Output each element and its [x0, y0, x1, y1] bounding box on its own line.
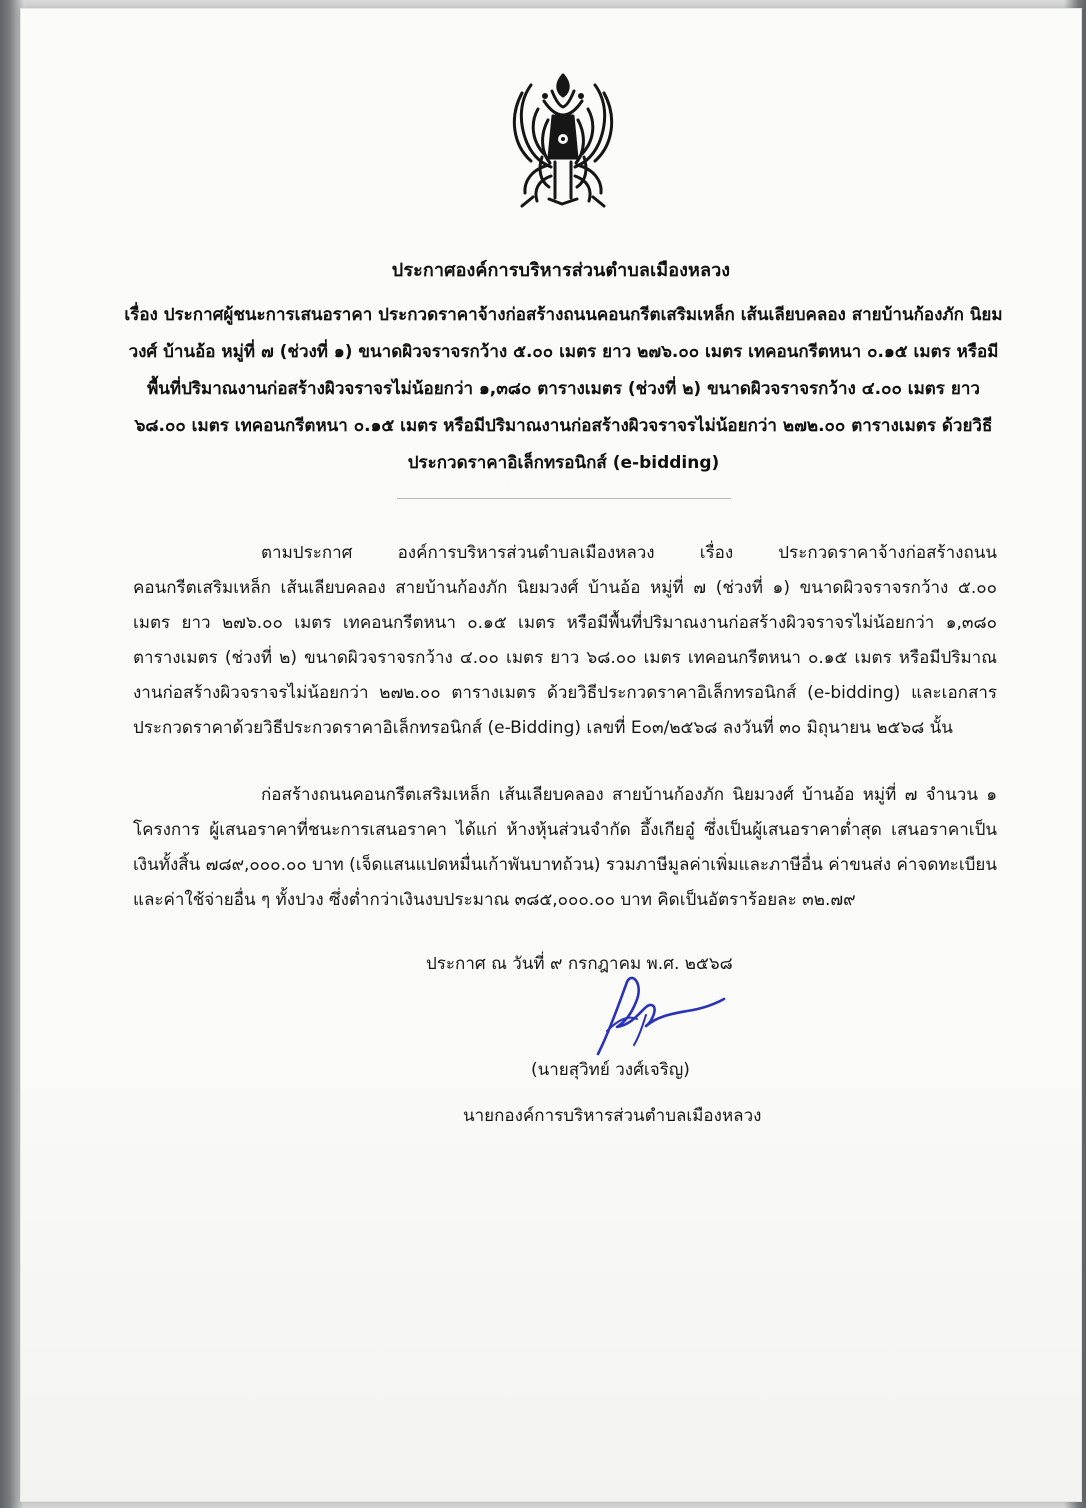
signer-title: นายกองค์การบริหารส่วนตำบลเมืองหลวง — [463, 1106, 762, 1126]
announcement-title: ประกาศองค์การบริหารส่วนตำบลเมืองหลวง — [391, 260, 731, 281]
signer-name: (นายสุวิทย์ วงศ์เจริญ) — [531, 1060, 690, 1080]
handwritten-signature-icon — [576, 974, 726, 1059]
announcement-date: ประกาศ ณ วันที่ ๙ กรกฎาคม พ.ศ. ๒๕๖๘ — [426, 954, 733, 974]
winning-bid-paragraph: ก่อสร้างถนนคอนกรีตเสริมเหล็ก เส้นเลียบคลอง สายบ้านก้องภัก นิยมวงศ์ บ้านอ้อ หมู่ที่ ๗ จำนวน ๑ โครงการ ผู้เสนอราคาที่ชนะการเสนอราคา ได้แก่ ห้างหุ้นส่วนจำกัด อึ้งเกียอู๋ ซึ่งเป็นผู้เสนอราคาต่ำสุด เสนอราคาเป็นเงินทั้งสิ้น ๗๘๙,๐๐๐.๐๐ บาท (เจ็ดแสนแปดหมื่นเก้าพันบาทถ้วน) รวมภาษีมูลค่าเพิ่มและภาษีอื่น ค่าขนส่ง ค่าจดทะเบียน และค่าใช้จ่ายอื่น ๆ ทั้งปวง ซึ่งต่ำกว่าเงินงบประมาณ ๓๘๕,๐๐๐.๐๐ บาท คิดเป็นอัตราร้อยละ ๓๒.๗๙ — [133, 785, 997, 910]
garuda-emblem-icon — [507, 65, 619, 213]
announcement-paper — [20, 8, 1082, 1502]
procurement-reference-paragraph: ตามประกาศ องค์การบริหารส่วนตำบลเมืองหลวง เรื่อง ประกวดราคาจ้างก่อสร้างถนนคอนกรีตเสริมเหล็ก เส้นเลียบคลอง สายบ้านก้องภัก นิยมวงศ์ บ้านอ้อ หมู่ที่ ๗ (ช่วงที่ ๑) ขนาดผิวจราจรกว้าง ๕.๐๐ เมตร ยาว ๒๗๖.๐๐ เมตร เทคอนกรีตหนา ๐.๑๕ เมตร หรือมีพื้นที่ปริมาณงานก่อสร้างผิวจราจรไม่น้อยกว่า ๑,๓๘๐ ตารางเมตร (ช่วงที่ ๒) ขนาดผิวจราจรกว้าง ๔.๐๐ เมตร ยาว ๖๘.๐๐ เมตร เทคอนกรีตหนา ๐.๑๕ เมตร หรือมีปริมาณงานก่อสร้างผิวจราจรไม่น้อยกว่า ๒๗๒.๐๐ ตารางเมตร ด้วยวิธีประกวดราคาอิเล็กทรอนิกส์ (e-bidding) และเอกสารประกวดราคาด้วยวิธีประกวดราคาอิเล็กทรอนิกส์ (e-Bidding) เลขที่ E๐๓/๒๕๖๘ ลงวันที่ ๓๐ มิถุนายน ๒๕๖๘ นั้น — [133, 543, 997, 738]
announcement-subject: เรื่อง ประกาศผู้ชนะการเสนอราคา ประกวดราคาจ้างก่อสร้างถนนคอนกรีตเสริมเหล็ก เส้นเลียบคลอง สายบ้านก้องภัก นิยมวงศ์ บ้านอ้อ หมู่ที่ ๗ (ช่วงที่ ๑) ขนาดผิวจราจรกว้าง ๕.๐๐ เมตร ยาว ๒๗๖.๐๐ เมตร เทคอนกรีตหนา ๐.๑๕ เมตร หรือมีพื้นที่ปริมาณงานก่อสร้างผิวจราจรไม่น้อยกว่า ๑,๓๘๐ ตารางเมตร (ช่วงที่ ๒) ขนาดผิวจราจรกว้าง ๔.๐๐ เมตร ยาว ๖๘.๐๐ เมตร เทคอนกรีตหนา ๐.๑๕ เมตร หรือมีปริมาณงานก่อสร้างผิวจราจรไม่น้อยกว่า ๒๗๒.๐๐ ตารางเมตร ด้วยวิธีประกวดราคาอิเล็กทรอนิกส์ (e-bidding) — [124, 305, 1003, 473]
section-divider — [397, 498, 731, 499]
